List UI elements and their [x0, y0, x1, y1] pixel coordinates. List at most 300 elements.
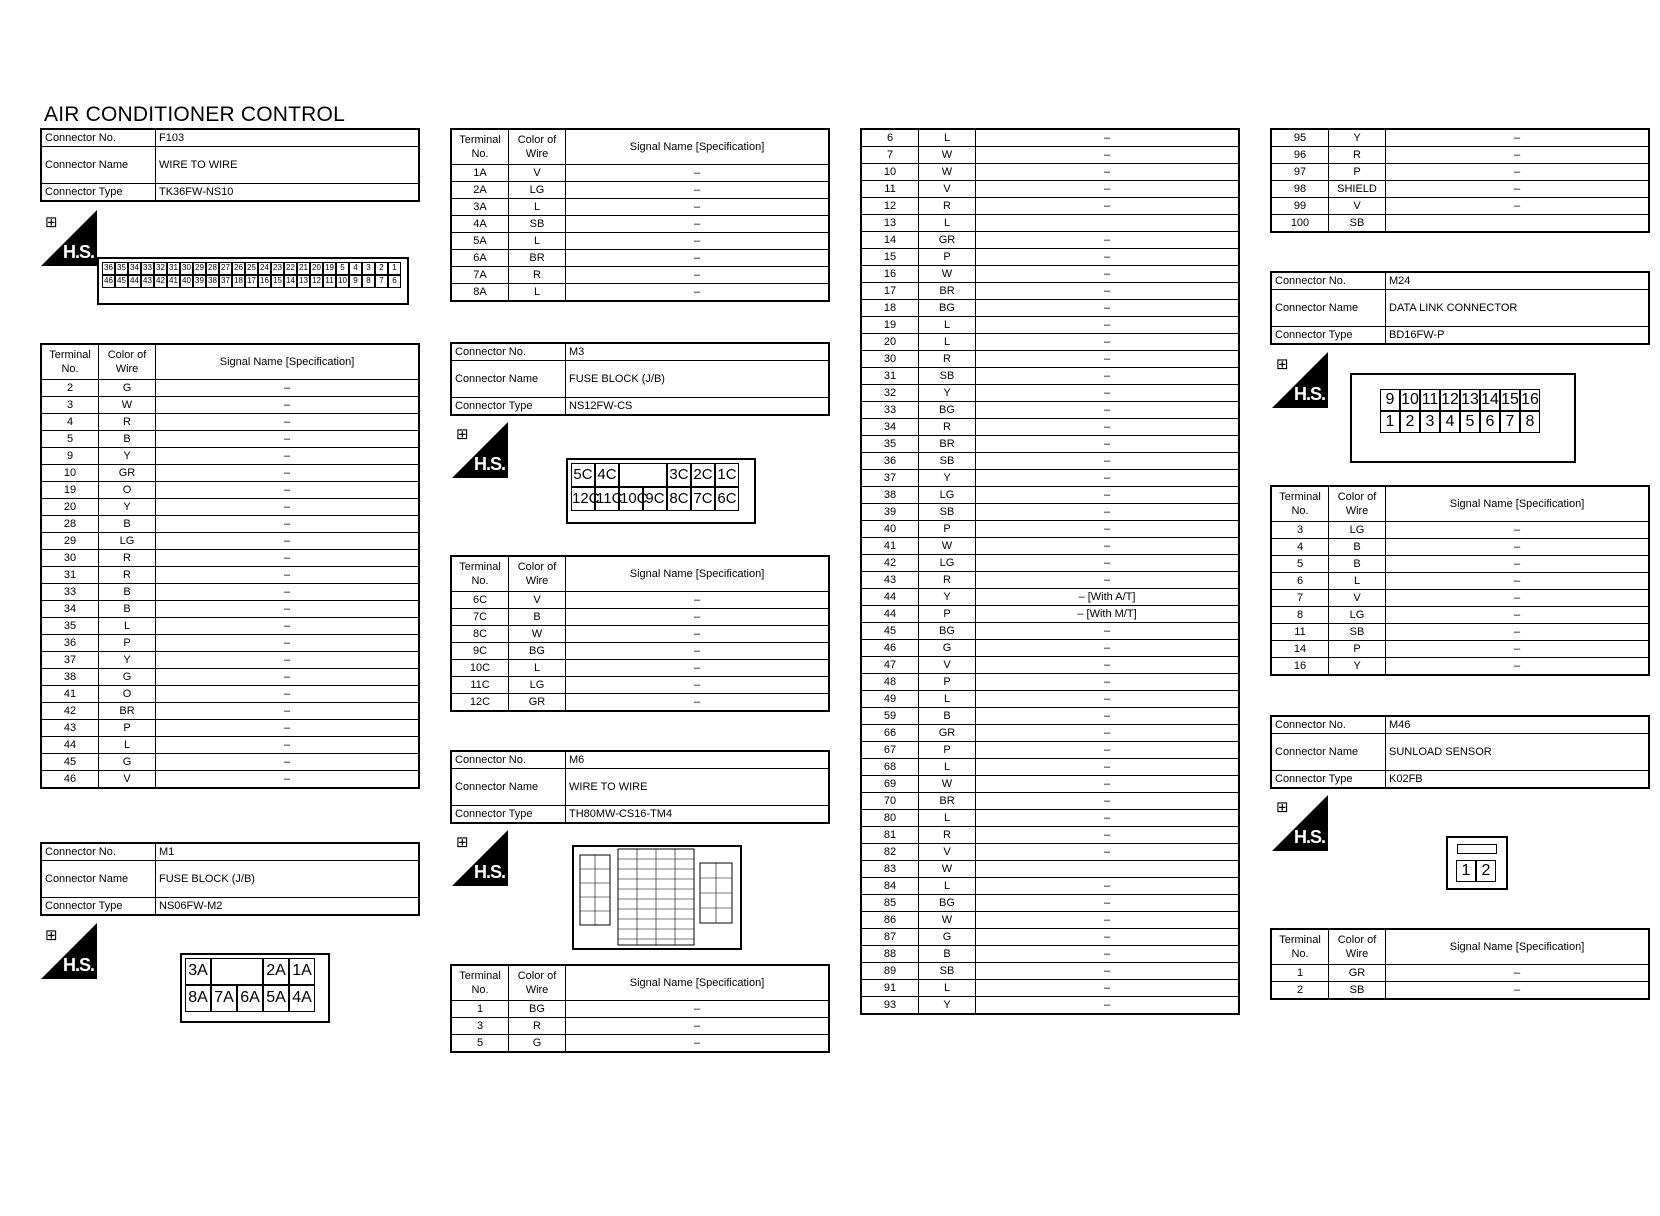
signal-name: – [976, 232, 1240, 249]
signal-name: – [566, 1001, 830, 1018]
connector-type-value: BD16FW-P [1386, 327, 1650, 345]
pin-cell: 41 [167, 275, 180, 288]
table-row [861, 725, 1239, 742]
pin-row-bottom [571, 487, 751, 511]
pin-cell: 7 [375, 275, 388, 288]
terminal-no: 3 [451, 1018, 509, 1035]
table-row [451, 250, 829, 267]
signal-name: – [566, 199, 830, 216]
terminal-no: 45 [861, 623, 919, 640]
terminal-no: 97 [1271, 164, 1329, 181]
pin-cell: 11C [595, 487, 619, 511]
signal-name: – [566, 165, 830, 182]
connector-no-label: Connector No. [41, 129, 156, 147]
terminal-no: 81 [861, 827, 919, 844]
pin-cell: 27 [219, 262, 232, 275]
wire-color: GR [1329, 965, 1386, 982]
wire-color: R [1329, 147, 1386, 164]
table-row [41, 516, 419, 533]
pin-cell: 1C [715, 463, 739, 487]
connector-diagram-f103 [97, 257, 409, 305]
pin-cell: 2A [263, 958, 289, 985]
table-row [861, 453, 1239, 470]
pin-cell: 10C [619, 487, 643, 511]
wire-color: BG [919, 623, 976, 640]
wire-color: P [1329, 641, 1386, 658]
wire-color: L [919, 691, 976, 708]
terminal-no: 3 [1271, 522, 1329, 539]
pin-cell: 38 [206, 275, 219, 288]
connector-type-label: Connector Type [451, 806, 566, 824]
table-row [41, 771, 419, 789]
connector-type-label: Connector Type [41, 184, 156, 202]
connector-info-m3 [450, 342, 830, 416]
signal-name: – [976, 623, 1240, 640]
pin-cell: 5C [571, 463, 595, 487]
terminal-no: 4 [41, 414, 99, 431]
signal-name: – [976, 997, 1240, 1015]
signal-name: – [976, 810, 1240, 827]
connector-type-value: TH80MW-CS16-TM4 [566, 806, 830, 824]
pin-cell: 2C [691, 463, 715, 487]
table-row [861, 980, 1239, 997]
terminal-no: 31 [861, 368, 919, 385]
table-row [1271, 982, 1649, 1000]
signal-name: – [976, 129, 1240, 147]
pin-cell: 13 [297, 275, 310, 288]
terminal-no: 40 [861, 521, 919, 538]
terminal-no: 29 [41, 533, 99, 550]
connector-info-f103 [40, 128, 420, 202]
signal-name: – [156, 414, 420, 431]
wire-color: R [919, 419, 976, 436]
table-row [451, 677, 829, 694]
signal-name: – [156, 703, 420, 720]
terminal-no: 17 [861, 283, 919, 300]
connector-type-label: Connector Type [1271, 771, 1386, 789]
terminal-no: 69 [861, 776, 919, 793]
wire-color: R [509, 1018, 566, 1035]
wire-color: V [1329, 198, 1386, 215]
table-row [861, 589, 1239, 606]
signal-name: – [976, 521, 1240, 538]
pin-cell: 14 [284, 275, 297, 288]
terminal-table-m6-a [450, 964, 830, 1053]
table-row [861, 878, 1239, 895]
pin-cell: 46 [102, 275, 115, 288]
table-row [41, 618, 419, 635]
terminal-no: 43 [41, 720, 99, 737]
pin-cell: 43 [141, 275, 154, 288]
wire-color: W [919, 776, 976, 793]
wire-color: P [99, 720, 156, 737]
terminal-table-m6-b [860, 128, 1240, 1015]
signal-name: – [1386, 198, 1650, 215]
terminal-no: 1A [451, 165, 509, 182]
signal-name: – [566, 660, 830, 677]
wire-color: W [919, 912, 976, 929]
wire-color: BG [509, 1001, 566, 1018]
pin-cell: 16 [258, 275, 271, 288]
pin-cell: 32 [154, 262, 167, 275]
table-row [861, 334, 1239, 351]
table-row [451, 216, 829, 233]
signal-name: – [976, 929, 1240, 946]
signal-name: – [156, 771, 420, 789]
terminal-no: 85 [861, 895, 919, 912]
terminal-no: 98 [1271, 181, 1329, 198]
pin-cell: 18 [232, 275, 245, 288]
signal-name: – [566, 284, 830, 302]
table-row [861, 487, 1239, 504]
signal-name: – [976, 351, 1240, 368]
signal-name: – [976, 691, 1240, 708]
terminal-no: 20 [41, 499, 99, 516]
wire-color: V [509, 165, 566, 182]
wire-color: P [99, 635, 156, 652]
page-title: AIR CONDITIONER CONTROL [44, 103, 345, 126]
signal-name: – [976, 181, 1240, 198]
table-row [861, 249, 1239, 266]
terminal-no: 12 [861, 198, 919, 215]
terminal-no: 46 [41, 771, 99, 789]
signal-header: Signal Name [Specification] [156, 344, 420, 380]
terminal-no-header: Terminal No. [451, 129, 509, 165]
signal-name: – [566, 694, 830, 712]
signal-name: – [1386, 556, 1650, 573]
harness-side-icon [452, 422, 508, 478]
pin-cell: 23 [271, 262, 284, 275]
connector-no-value: M1 [156, 843, 420, 861]
signal-name: – [976, 453, 1240, 470]
wire-color: R [99, 550, 156, 567]
pin-cell: 11 [323, 275, 336, 288]
signal-name: – [976, 946, 1240, 963]
terminal-no: 67 [861, 742, 919, 759]
wire-color: B [509, 609, 566, 626]
wire-color: L [509, 199, 566, 216]
signal-name: – [566, 267, 830, 284]
wire-color: P [919, 521, 976, 538]
terminal-no: 14 [1271, 641, 1329, 658]
signal-name: – [566, 233, 830, 250]
wire-color: L [99, 737, 156, 754]
terminal-no: 42 [41, 703, 99, 720]
hs-label: H.S. [62, 242, 94, 262]
pin-cell: 9 [349, 275, 362, 288]
wire-color: Y [99, 652, 156, 669]
signal-name: – [566, 592, 830, 609]
signal-name: – [976, 249, 1240, 266]
terminal-no: 15 [861, 249, 919, 266]
table-row [861, 538, 1239, 555]
pin-cell: 10 [336, 275, 349, 288]
terminal-no: 7C [451, 609, 509, 626]
terminal-no: 3A [451, 199, 509, 216]
terminal-no: 5A [451, 233, 509, 250]
connector-icon: ⊞ [456, 834, 469, 851]
table-row [861, 300, 1239, 317]
terminal-no: 84 [861, 878, 919, 895]
wire-color: Y [1329, 129, 1386, 147]
table-row [1271, 965, 1649, 982]
signal-name: – [1386, 982, 1650, 1000]
terminal-no: 5 [1271, 556, 1329, 573]
terminal-no: 1 [451, 1001, 509, 1018]
pin-row-top [102, 262, 404, 275]
terminal-no: 11 [861, 181, 919, 198]
color-header: Color of Wire [1329, 486, 1386, 522]
table-row [861, 691, 1239, 708]
pin-cell: 28 [206, 262, 219, 275]
connector-no-label: Connector No. [1271, 716, 1386, 734]
table-row [1271, 539, 1649, 556]
connector-diagram-m24 [1350, 373, 1576, 463]
table-row [1271, 658, 1649, 676]
terminal-no: 70 [861, 793, 919, 810]
wire-color: BG [919, 895, 976, 912]
table-row [451, 284, 829, 302]
connector-type-value: K02FB [1386, 771, 1650, 789]
table-row [861, 129, 1239, 147]
wire-color: L [919, 878, 976, 895]
signal-name: – [156, 652, 420, 669]
connector-no-value: M24 [1386, 272, 1650, 290]
table-row [861, 232, 1239, 249]
signal-header: Signal Name [Specification] [566, 965, 830, 1001]
signal-name: – [156, 567, 420, 584]
column-1 [40, 128, 420, 202]
table-row [861, 640, 1239, 657]
terminal-no-header: Terminal No. [1271, 929, 1329, 965]
pin-cell: 25 [245, 262, 258, 275]
table-row [861, 708, 1239, 725]
terminal-no: 44 [861, 606, 919, 623]
table-row [861, 997, 1239, 1015]
pin-cell: 1 [388, 262, 401, 275]
signal-name: – [976, 300, 1240, 317]
signal-name: – [566, 626, 830, 643]
table-row [1271, 147, 1649, 164]
pin-row-bottom [102, 275, 404, 288]
connector-no-value: M6 [566, 751, 830, 769]
signal-name: – [976, 912, 1240, 929]
table-row [861, 657, 1239, 674]
signal-name: – [156, 720, 420, 737]
table-row [861, 504, 1239, 521]
terminal-no: 10C [451, 660, 509, 677]
wire-color: SB [919, 963, 976, 980]
wire-color: V [509, 592, 566, 609]
terminal-no: 36 [861, 453, 919, 470]
wire-color: Y [919, 997, 976, 1015]
terminal-no: 12C [451, 694, 509, 712]
table-row [451, 592, 829, 609]
hs-label: H.S. [1293, 384, 1325, 404]
pin-cell: 21 [297, 262, 310, 275]
terminal-no: 11C [451, 677, 509, 694]
wire-color: L [919, 129, 976, 147]
terminal-no: 39 [861, 504, 919, 521]
terminal-table-m3 [450, 555, 830, 712]
terminal-no: 9C [451, 643, 509, 660]
table-row [861, 929, 1239, 946]
signal-name: – [976, 385, 1240, 402]
pin-cell: 8 [1520, 411, 1540, 433]
terminal-no: 2 [1271, 982, 1329, 1000]
pin-cell: 17 [245, 275, 258, 288]
table-row [861, 946, 1239, 963]
wire-color: L [509, 284, 566, 302]
connector-type-label: Connector Type [1271, 327, 1386, 345]
signal-name: – [566, 1018, 830, 1035]
signal-name: – [1386, 965, 1650, 982]
connector-no-label: Connector No. [451, 751, 566, 769]
table-row [861, 912, 1239, 929]
terminal-no: 66 [861, 725, 919, 742]
signal-name: – [976, 555, 1240, 572]
table-row [41, 448, 419, 465]
pin-cell: 12 [1440, 389, 1460, 411]
signal-header: Signal Name [Specification] [1386, 486, 1650, 522]
pin-cell: 13 [1460, 389, 1480, 411]
wire-color: G [99, 754, 156, 771]
wire-color: Y [99, 448, 156, 465]
wire-color: B [1329, 556, 1386, 573]
signal-name: – [With A/T] [976, 589, 1240, 606]
wire-color: R [99, 567, 156, 584]
terminal-no: 43 [861, 572, 919, 589]
table-row [861, 419, 1239, 436]
signal-name: – [156, 686, 420, 703]
connector-info-m24 [1270, 271, 1650, 345]
terminal-no: 48 [861, 674, 919, 691]
table-row [451, 165, 829, 182]
table-row [861, 283, 1239, 300]
signal-name: – [1386, 522, 1650, 539]
pin-cell: 5 [1460, 411, 1480, 433]
terminal-no: 99 [1271, 198, 1329, 215]
terminal-no: 1 [1271, 965, 1329, 982]
signal-name: – [976, 487, 1240, 504]
pin-cell: 14 [1480, 389, 1500, 411]
signal-name: – [1386, 607, 1650, 624]
pin-row-bottom [1380, 411, 1574, 433]
wire-color: V [1329, 590, 1386, 607]
wire-color: L [919, 334, 976, 351]
pin-cell: 10 [1400, 389, 1420, 411]
pin-cell: 29 [193, 262, 206, 275]
signal-header: Signal Name [Specification] [566, 556, 830, 592]
signal-name: – [156, 584, 420, 601]
wire-color: Y [1329, 658, 1386, 676]
wire-color: B [919, 946, 976, 963]
terminal-no: 6C [451, 592, 509, 609]
terminal-no: 38 [861, 487, 919, 504]
signal-name: – [976, 572, 1240, 589]
wire-color: G [919, 640, 976, 657]
pin-cell: 16 [1520, 389, 1540, 411]
terminal-no: 37 [861, 470, 919, 487]
table-row [451, 694, 829, 712]
terminal-table-m1 [450, 128, 830, 302]
table-row [41, 601, 419, 618]
wire-color: BR [509, 250, 566, 267]
connector-diagram-m6 [572, 845, 742, 950]
signal-name: – [With M/T] [976, 606, 1240, 623]
pin-cell: 11 [1420, 389, 1440, 411]
terminal-no: 34 [861, 419, 919, 436]
pin-cell: 12C [571, 487, 595, 511]
table-row [861, 793, 1239, 810]
terminal-no: 47 [861, 657, 919, 674]
table-row [41, 703, 419, 720]
pin-cell: 3C [667, 463, 691, 487]
pin-cell: 36 [102, 262, 115, 275]
terminal-no: 44 [861, 589, 919, 606]
terminal-no-header: Terminal No. [41, 344, 99, 380]
pin-cell: 7A [211, 985, 237, 1012]
connector-name-value: SUNLOAD SENSOR [1386, 734, 1650, 771]
signal-name: – [976, 793, 1240, 810]
signal-name: – [156, 397, 420, 414]
connector-icon: ⊞ [456, 426, 469, 443]
connector-no-value: F103 [156, 129, 420, 147]
wire-color: BR [919, 793, 976, 810]
table-row [451, 199, 829, 216]
terminal-no: 42 [861, 555, 919, 572]
wire-color: LG [99, 533, 156, 550]
connector-no-value: M46 [1386, 716, 1650, 734]
table-row [861, 147, 1239, 164]
terminal-no: 30 [861, 351, 919, 368]
terminal-no: 33 [41, 584, 99, 601]
table-row [451, 182, 829, 199]
connector-type-label: Connector Type [451, 398, 566, 416]
table-row [1271, 573, 1649, 590]
table-row [41, 635, 419, 652]
table-row [1271, 522, 1649, 539]
signal-name: – [976, 725, 1240, 742]
signal-name: – [566, 1035, 830, 1053]
pin-cell: 3A [185, 958, 211, 985]
wire-color: W [99, 397, 156, 414]
connector-name-label: Connector Name [1271, 734, 1386, 771]
pin-cell: 1 [1456, 860, 1476, 882]
connector-info-m46 [1270, 715, 1650, 789]
terminal-no: 5 [451, 1035, 509, 1053]
terminal-no: 96 [1271, 147, 1329, 164]
color-header: Color of Wire [509, 965, 566, 1001]
wire-color: V [919, 844, 976, 861]
connector-icon: ⊞ [1276, 356, 1289, 373]
signal-name: – [976, 657, 1240, 674]
pin-row [1456, 860, 1506, 882]
hs-label: H.S. [1293, 827, 1325, 847]
terminal-no: 83 [861, 861, 919, 878]
terminal-no: 13 [861, 215, 919, 232]
wire-color: P [919, 606, 976, 623]
connector-icon: ⊞ [1276, 799, 1289, 816]
connector-type-value: TK36FW-NS10 [156, 184, 420, 202]
pin-cell: 26 [232, 262, 245, 275]
terminal-no: 100 [1271, 215, 1329, 233]
table-row [41, 533, 419, 550]
table-row [451, 1001, 829, 1018]
signal-name: – [156, 465, 420, 482]
signal-name: – [156, 516, 420, 533]
table-row [1271, 641, 1649, 658]
